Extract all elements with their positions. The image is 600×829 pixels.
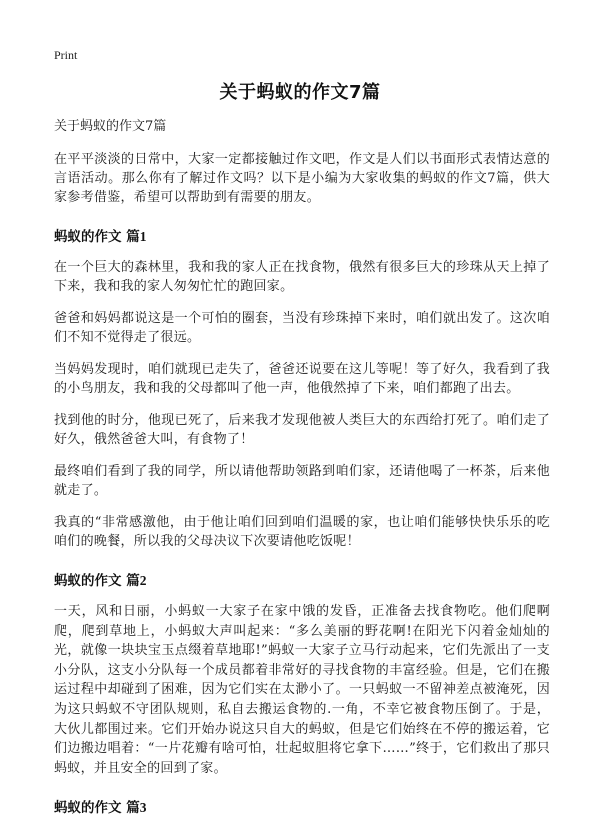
section-heading-number: 3 [139, 800, 147, 816]
section-1-paragraph: 最终咱们看到了我的同学，所以请他帮助领路到咱们家，还请他喝了一杯茶，后来他就走了。 [54, 464, 550, 498]
section-heading-text: 蚂蚁的作文 篇 [54, 573, 140, 589]
section-heading-number: 1 [139, 229, 147, 244]
section-1-paragraph: 我真的“非常感激他，由于他让咱们回到咱们温暖的家，也让咱们能够快快乐乐的吃咱们的晚餐，所以我的父母决议下次要请他吃饭呢！ [54, 515, 550, 549]
document-subtitle: 关于蚂蚁的作文7篇 [54, 119, 167, 134]
section-heading-1 [54, 225, 550, 245]
section-heading-text: 蚂蚁的作文 篇 [54, 229, 140, 245]
section-heading-number: 2 [139, 573, 147, 588]
section-2-paragraph: 一天，风和日丽，小蚂蚁一大家子在家中饿的发昏，正准备去找食物吃。他们爬啊爬，爬到草地上，小蚂蚁大声叫起来：“多么美丽的野花啊!在阳光下闪着金灿灿的光，就像一块块宝玉点缀着草地耶!”蚂蚁一大家子立马行动起来，它们先派出了一支小分队，这支小分队每一个成员都着非常好的寻找食物的丰富经验。但是，它们在搬运过程中却碰到了困难，因为它们实在太渺小了。一只蚂蚁一不留神差点被淹死，因为这只蚂蚁不守团队规则，私自去搬运食物的.一角，不幸它被食物压倒了。于是，大伙儿都围过来。它们开始办说这只自大的蚂蚁，但是它们始终在不停的搬运着，它们边搬边唱着：“一片花瓣有啥可怕，壮起蚁胆将它拿下……”终于，它们救出了那只蚂蚁，并且安全的回到了家。 [54, 604, 550, 776]
section-heading-text: 蚂蚁的作文 篇 [54, 800, 140, 817]
section-1-paragraph: 当妈妈发现时，咱们就现已走失了，爸爸还说要在这儿等呢！等了好久，我看到了我的小鸟朋友，我和我的父母都叫了他一声，他俄然掉了下来，咱们都跑了出去。 [54, 362, 550, 396]
section-1-paragraph: 在一个巨大的森林里，我和我的家人正在找食物，俄然有很多巨大的珍珠从天上掉了下来，我和我的家人匆匆忙忙的跑回家。 [54, 260, 550, 294]
document-body [54, 118, 550, 829]
section-1-paragraph: 爸爸和妈妈都说这是一个可怕的圈套，当没有珍珠掉下来时，咱们就出发了。这次咱们不知不觉得走了很远。 [54, 311, 550, 345]
print-label: Print [54, 48, 78, 62]
section-heading-2 [54, 569, 550, 589]
intro-paragraph: 在平平淡淡的日常中，大家一定都接触过作文吧，作文是人们以书面形式表情达意的言语活动。那么你有了解过作文吗？以下是小编为大家收集的蚂蚁的作文7篇，供大家参考借鉴，希望可以帮助到有需要的朋友。 [54, 152, 550, 205]
section-heading-3 [54, 796, 550, 816]
section-1-paragraph: 找到他的时分，他现已死了，后来我才发现他被人类巨大的东西给打死了。咱们走了好久，俄然爸爸大叫，有食物了！ [54, 413, 550, 447]
document-title: 关于蚂蚁的作文7篇 [219, 82, 381, 103]
